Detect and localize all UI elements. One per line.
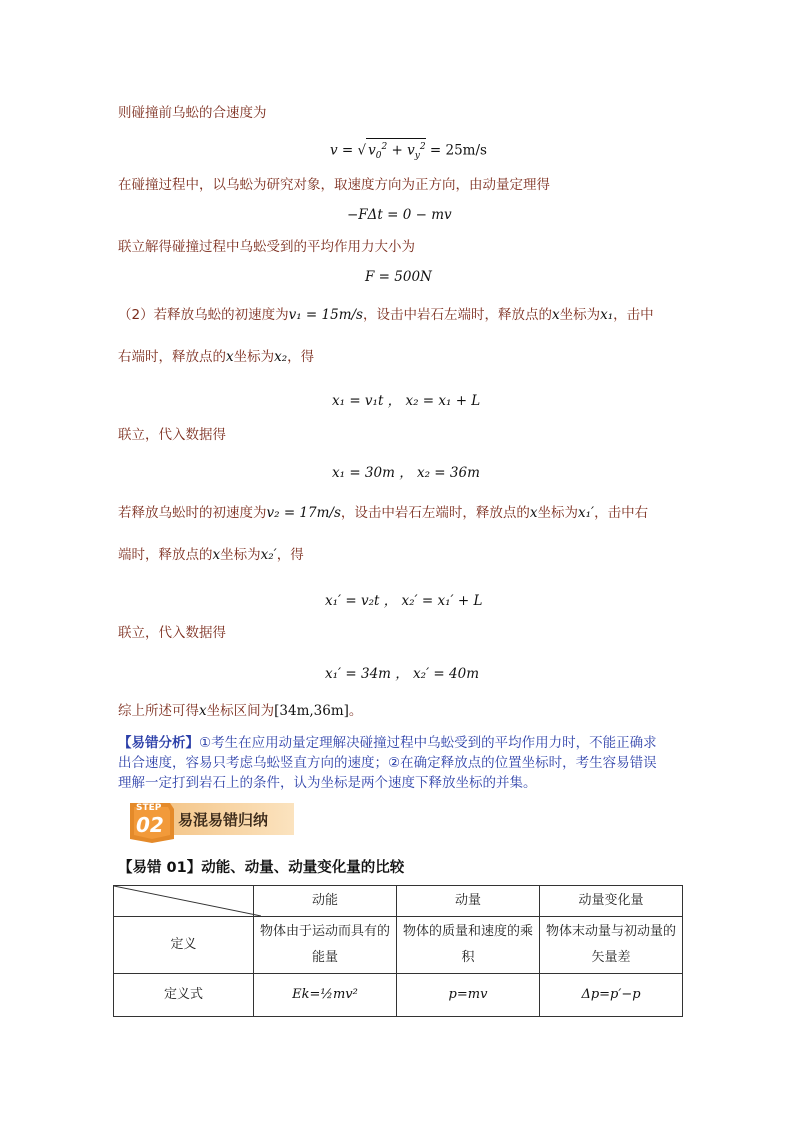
text-line: 联立，代入数据得: [118, 427, 226, 443]
text-segment: ，击中: [613, 307, 654, 323]
text-segment: 坐标为: [233, 349, 275, 365]
text-segment: ，得: [287, 349, 315, 365]
comparison-table: [113, 885, 683, 1017]
text-segment: 坐标为: [559, 307, 601, 323]
x-symbol: x: [226, 349, 234, 365]
x-symbol: x: [551, 307, 560, 323]
text-segment: 坐标区间为: [206, 703, 275, 719]
table-row-label: 定义式: [114, 974, 254, 1017]
table-cell: 物体末动量与初动量的矢量差: [540, 917, 683, 974]
text-segment: ，击中右: [594, 505, 649, 521]
text-segment: ，设击中岩石左端时，释放点的: [362, 307, 552, 323]
table-row-label: 定义: [114, 917, 254, 974]
text-line: [118, 546, 304, 564]
x1-prime-symbol: x₁′: [578, 505, 595, 521]
table-row: [114, 917, 683, 974]
position-prime-result: x₁′ = 34m ， x₂′ = 40m: [325, 666, 480, 682]
analysis-line: [118, 734, 657, 752]
text-segment: ，得: [276, 547, 304, 563]
step-title: 易混易错归纳: [178, 811, 269, 829]
position-prime-equation: x₁′ = v₂t ， x₂′ = x₁′ + L: [325, 593, 483, 609]
text-segment: 坐标为: [537, 505, 579, 521]
v1-value: v₁ = 15m/s: [288, 307, 363, 323]
text-line: [118, 504, 648, 522]
diagonal-line: [114, 886, 261, 916]
force-equation: F = 500N: [365, 269, 432, 285]
table-cell: Δp=p′−p: [540, 974, 683, 1017]
step-number: 02: [136, 813, 164, 837]
text-line: 则碰撞前乌蚣的合速度为: [118, 105, 267, 121]
analysis-line: 出合速度，容易只考虑乌蚣竖直方向的速度；②在确定释放点的位置坐标时，考生容易错误: [118, 755, 657, 771]
text-segment: 。: [348, 703, 363, 719]
section-heading: 【易错 01】动能、动量、动量变化量的比较: [118, 860, 405, 876]
analysis-line: 理解一定打到岩石上的条件，认为坐标是两个速度下释放坐标的并集。: [118, 775, 537, 791]
analysis-label: 【易错分析】: [118, 735, 199, 751]
text-segment: （2）若释放乌蚣的初速度为: [118, 307, 289, 323]
table-header-cell: 动量: [397, 886, 540, 917]
text-segment: 坐标为: [220, 547, 261, 563]
v2-value: v₂ = 17m/s: [266, 505, 341, 521]
text-line: 在碰撞过程中，以乌蚣为研究对象，取速度方向为正方向，由动量定理得: [118, 177, 550, 193]
text-line: 联立，代入数据得: [118, 625, 226, 641]
text-segment: 若释放乌蚣时的初速度为: [118, 505, 267, 521]
x-symbol: x: [199, 703, 207, 719]
table-header-row: [114, 886, 683, 917]
table-cell: p=mv: [397, 974, 540, 1017]
text-segment: 端时，释放点的: [118, 547, 213, 563]
position-result: x₁ = 30m ， x₂ = 36m: [332, 465, 480, 481]
position-equation: x₁ = v₁t ， x₂ = x₁ + L: [332, 393, 481, 409]
text-line: [118, 306, 654, 324]
analysis-text: ①考生在应用动量定理解决碰撞过程中乌蚣受到的平均作用力时，不能正确求: [199, 735, 657, 751]
table-header-cell: 动能: [254, 886, 397, 917]
text-segment: 综上所述可得: [118, 703, 199, 719]
x-symbol: x: [529, 505, 538, 521]
table-header-cell: 动量变化量: [540, 886, 683, 917]
table-cell: 物体的质量和速度的乘积: [397, 917, 540, 974]
x-symbol: x: [212, 547, 221, 563]
velocity-result: = 25m/s: [429, 142, 487, 159]
text-segment: 右端时，释放点的: [118, 349, 226, 365]
velocity-equation: v = √ $v_0^2 + v_y^2 = 25m/s$: [330, 138, 487, 164]
step-badge: [124, 799, 180, 845]
interval-value: [34m,36m]: [274, 703, 349, 719]
momentum-equation: −FΔt = 0 − mv: [347, 207, 452, 223]
text-segment: ，设击中岩石左端时，释放点的: [340, 505, 530, 521]
x1-symbol: x₁: [600, 307, 614, 323]
table-cell: 物体由于运动而具有的能量: [254, 917, 397, 974]
table-cell: Ek=½mv²: [254, 974, 397, 1017]
table-row: [114, 974, 683, 1017]
text-line: [118, 348, 314, 366]
text-line: 联立解得碰撞过程中乌蚣受到的平均作用力大小为: [118, 239, 415, 255]
table-corner-cell: [114, 886, 254, 917]
x2-symbol: x₂: [274, 349, 288, 365]
x2-prime-symbol: x₂′: [260, 547, 277, 563]
step-word: STEP: [136, 803, 162, 813]
text-line: [118, 702, 362, 720]
